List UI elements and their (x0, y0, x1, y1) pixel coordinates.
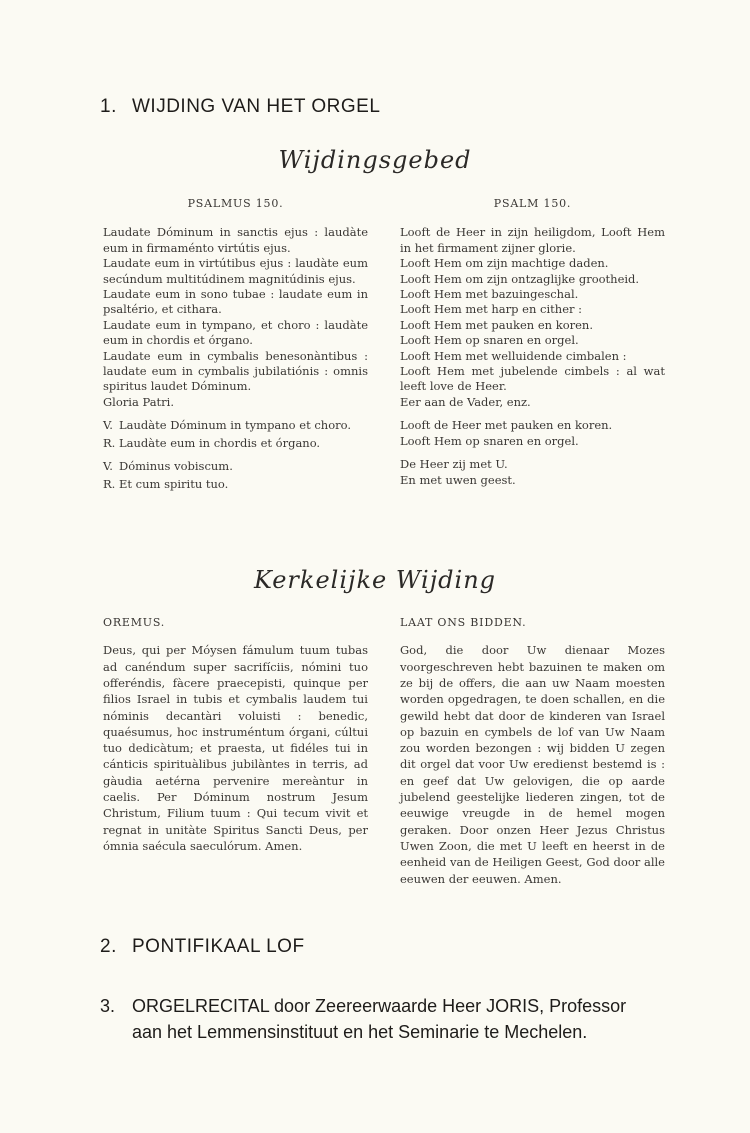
versicle-text: Laudàte Dóminum in tympano et choro. (119, 418, 351, 433)
psalm-line: Looft de Heer in zijn heiligdom, Looft Hem in het firmament zijner glorie. (400, 225, 665, 255)
section-title: WIJDING VAN HET ORGEL (132, 96, 381, 117)
section-title: ORGELRECITAL door Zeereerwaarde Heer JORIS, Professor aan het Lemmensinstituut en het Seminarie te Mechelen. (132, 996, 627, 1042)
wijdingsgebed-title: Wijdingsgebed (278, 146, 472, 174)
psalm-line: Looft Hem met pauken en koren. (400, 317, 593, 332)
versicle (103, 459, 368, 474)
psalm-line: De Heer zij met U. (400, 457, 508, 472)
response-mark: R. (103, 435, 116, 450)
section-2-heading (100, 936, 305, 958)
section-3-heading (100, 993, 660, 1045)
section-number: 3. (100, 996, 116, 1016)
psalm-line: Looft de Heer met pauken en koren. (400, 418, 613, 433)
versicle-mark: V. (103, 459, 113, 474)
section-title: PONTIFIKAAL LOF (132, 936, 305, 957)
psalm-line: Eer aan de Vader, enz. (400, 394, 531, 409)
psalm-line: Looft Hem op snaren en orgel. (400, 433, 579, 448)
psalm-line: Looft Hem om zijn machtige daden. (400, 256, 609, 271)
psalm-latin-heading: PSALMUS 150. (187, 197, 284, 210)
psalm-line: Laudate eum in sono tubae : laudate eum in psaltério, et cithara. (103, 287, 368, 317)
psalm-line: En met uwen geest. (400, 472, 516, 487)
psalm-line: Gloria Patri. (103, 394, 175, 409)
oremus-prayer: Deus, qui per Móysen fámulum tuum tubas ad canéndum super sacrifíciis, nómini tuo offeréndis, fàcere praecepisti, quinque per filios Israel in tubis et cymbalis laudem tui nóminis decantàri voluisti : benedic, quaésumus, hoc instruméntum órgani, cúltui tuo dedicàtum; et praesta, ut fidéles tui in cánticis spirituàlibus jubilàntes in terris, ad gàudia aetérna pervenire mereàntur in caelis. Per Dóminum nostrum Jesum Christum, Filium tuum : Qui tecum vivit et regnat in unitàte Spiritus Sancti Deus, per ómnia saécula saeculórum. Amen. (103, 643, 368, 853)
psalm-line: Looft Hem om zijn ontzaglijke grootheid. (400, 271, 640, 286)
psalm-line: Looft Hem op snaren en orgel. (400, 333, 579, 348)
laat-ons-bidden-column (400, 615, 665, 887)
psalm-line: Laudate eum in virtútibus ejus : laudàte eum secúndum multitúdinem magnitúdinis ejus. (103, 256, 368, 286)
response (103, 477, 368, 492)
versicle-mark: V. (103, 418, 113, 433)
section-1-heading (100, 96, 380, 118)
response-mark: R. (103, 476, 116, 491)
response-text: Et cum spiritu tuo. (119, 476, 229, 491)
response (103, 436, 368, 451)
oremus-heading: OREMUS. (103, 616, 166, 629)
response-text: Laudàte eum in chordis et órgano. (119, 435, 321, 450)
section-number: 1. (100, 96, 117, 117)
laat-ons-bidden-heading: LAAT ONS BIDDEN. (400, 616, 527, 629)
laat-ons-bidden-prayer: God, die door Uw dienaar Mozes voorgeschreven hebt bazuinen te maken om ze bij de offers, die aan uw Naam moesten worden opgedragen, te doen schallen, en die gewild hebt dat door de kinderen van Israel op bazuin en cymbels de lof van Uw Naam zou worden bezongen : wij bidden U zegen dit orgel dat voor Uw eredienst bestemd is : en geef dat Uw gelovigen, die op aarde jubelend geestelijke liederen zingen, tot de eeuwige vreugde in de hemel mogen geraken. Door onzen Heer Jezus Christus Uwen Zoon, die met U leeft en heerst in de eenheid van de Heiligen Geest, God door alle eeuwen der eeuwen. Amen. (400, 643, 665, 886)
psalm-line: Looft Hem met harp en cither : (400, 302, 583, 317)
oremus-column (103, 615, 368, 854)
versicle-text: Dóminus vobiscum. (119, 459, 233, 474)
versicle (103, 418, 368, 433)
psalm-latin-text (103, 225, 368, 410)
psalm-dutch-heading: PSALM 150. (493, 197, 572, 210)
psalm-line: Looft Hem met jubelende cimbels : al wat leeft love de Heer. (400, 364, 665, 394)
psalm-line: Laudate Dóminum in sanctis ejus : laudàte eum in firmaménto virtútis ejus. (103, 225, 368, 255)
psalm-latin-column (103, 196, 368, 494)
psalm-line: Laudate eum in cymbalis benesonàntibus : laudate eum in cymbalis jubilatiónis : omnis spiritus laudet Dóminum. (103, 348, 368, 394)
psalm-line: Laudate eum in tympano, et choro : laudàte eum in chordis et órgano. (103, 317, 368, 348)
psalm-line: Looft Hem met bazuingeschal. (400, 287, 579, 302)
psalm-dutch-column (400, 196, 665, 488)
kerkelijke-wijding-title: Kerkelijke Wijding (253, 566, 497, 594)
section-number: 2. (100, 936, 117, 957)
psalm-dutch-text (400, 225, 665, 488)
psalm-line: Looft Hem met welluidende cimbalen : (400, 348, 627, 363)
